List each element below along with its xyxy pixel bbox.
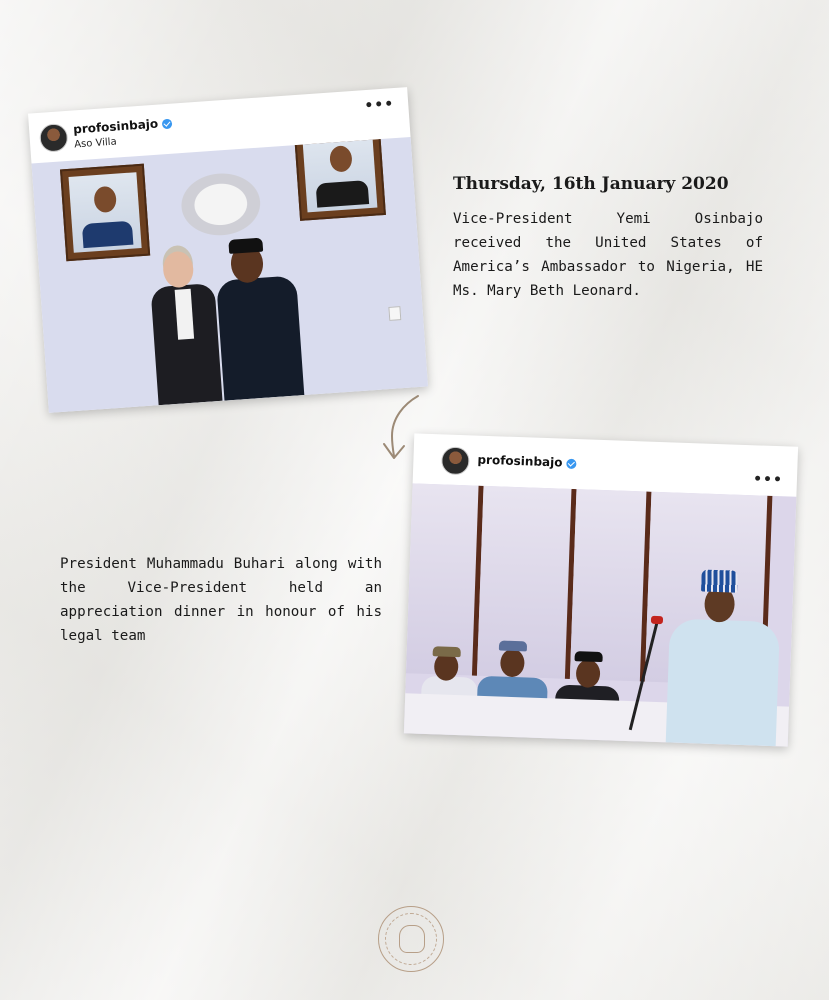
instagram-post-card-1 <box>28 87 428 413</box>
verified-badge-icon <box>566 458 576 468</box>
presidential-seal-icon <box>378 906 444 972</box>
profile-avatar[interactable] <box>39 123 69 153</box>
profile-avatar[interactable] <box>441 446 470 475</box>
event-caption-1: Vice-President Yemi Osinbajo received the United States of America’s Ambassador to Nigeria, HE Ms. Mary Beth Leonard. <box>453 211 763 299</box>
username-row[interactable] <box>73 116 173 137</box>
instagram-post-card-2 <box>404 433 798 746</box>
username[interactable]: profosinbajo <box>72 116 159 137</box>
verified-badge-icon <box>162 118 173 129</box>
microphone-icon <box>651 616 663 624</box>
username[interactable]: profosinbajo <box>477 452 563 470</box>
location-label[interactable]: Aso Villa <box>73 136 118 151</box>
person-vice-president <box>216 275 304 400</box>
person-president-speaking <box>666 618 780 746</box>
event-date: Thursday, 16th January 2020 <box>453 174 729 194</box>
post-photo-appreciation-dinner <box>404 483 796 746</box>
portrait-frame-left <box>60 164 150 262</box>
wall-switch <box>388 306 401 321</box>
more-options-icon[interactable]: ••• <box>363 96 395 115</box>
coat-of-arms <box>172 165 269 243</box>
more-options-icon[interactable]: ••• <box>752 471 784 489</box>
portrait-frame-right <box>294 137 386 221</box>
post-photo-ambassador-meeting <box>31 137 428 413</box>
username-row[interactable] <box>477 453 576 470</box>
event-caption-2: President Muhammadu Buhari along with the Vice-President held an appreciation dinner in honour of his legal team <box>60 556 382 644</box>
